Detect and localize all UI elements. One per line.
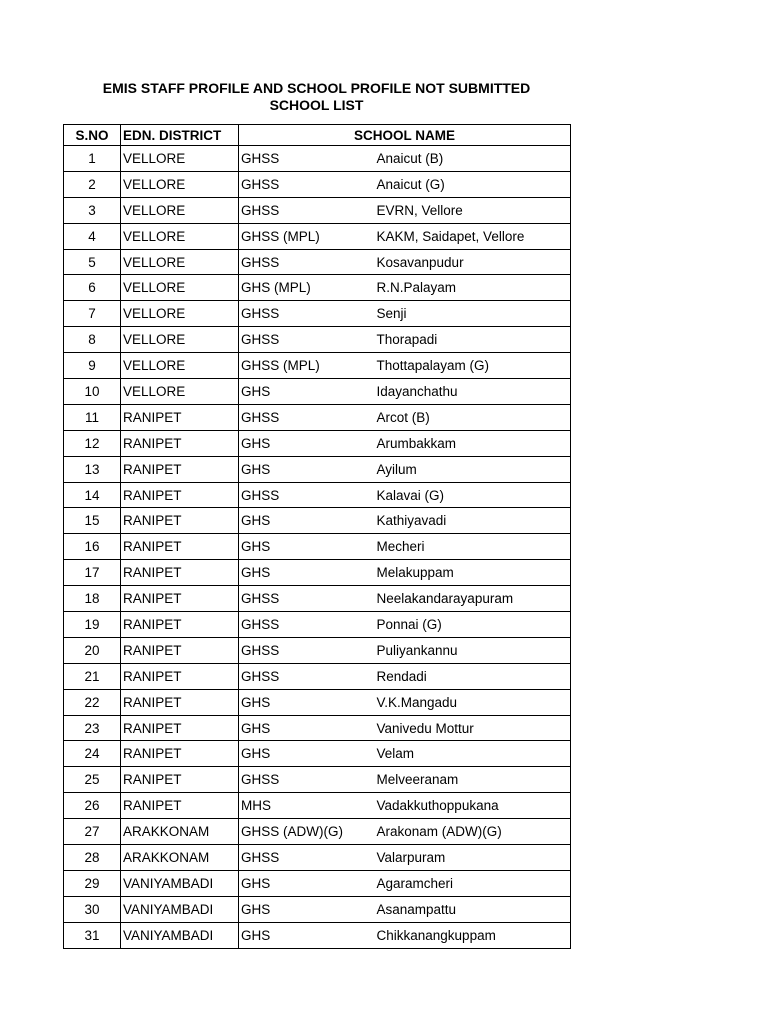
row-sno-cell: 12 — [64, 430, 121, 456]
table-row — [64, 637, 571, 663]
row-district-cell: VELLORE — [121, 223, 239, 249]
row-school-name-cell: Thottapalayam (G) — [375, 353, 571, 379]
row-school-name-cell: Agaramcheri — [375, 870, 571, 896]
row-school-name-cell: Vadakkuthoppukana — [375, 793, 571, 819]
table-row — [64, 715, 571, 741]
table-row — [64, 146, 571, 172]
document-title — [63, 80, 570, 114]
row-school-type-cell: GHS — [239, 715, 375, 741]
row-sno-cell: 9 — [64, 353, 121, 379]
row-school-type-cell: GHS — [239, 922, 375, 948]
row-sno-cell: 11 — [64, 404, 121, 430]
table-row — [64, 560, 571, 586]
row-district-cell: VANIYAMBADI — [121, 870, 239, 896]
row-sno-cell: 19 — [64, 612, 121, 638]
table-row — [64, 379, 571, 405]
row-school-type-cell: GHSS — [239, 327, 375, 353]
row-school-name-cell: Neelakandarayapuram — [375, 586, 571, 612]
table-row — [64, 586, 571, 612]
row-school-name-cell: V.K.Mangadu — [375, 689, 571, 715]
table-header-row — [64, 125, 571, 146]
table-row — [64, 327, 571, 353]
row-district-cell: ARAKKONAM — [121, 845, 239, 871]
row-school-type-cell: GHSS — [239, 637, 375, 663]
row-district-cell: RANIPET — [121, 793, 239, 819]
school-list-table — [63, 124, 571, 949]
row-school-type-cell: GHS — [239, 689, 375, 715]
row-school-name-cell: Puliyankannu — [375, 637, 571, 663]
row-school-type-cell: GHS (MPL) — [239, 275, 375, 301]
row-school-type-cell: GHS — [239, 430, 375, 456]
row-district-cell: RANIPET — [121, 456, 239, 482]
row-district-cell: RANIPET — [121, 663, 239, 689]
row-sno-cell: 22 — [64, 689, 121, 715]
row-sno-cell: 14 — [64, 482, 121, 508]
row-school-type-cell: GHSS (MPL) — [239, 223, 375, 249]
row-school-type-cell: GHSS — [239, 301, 375, 327]
table-row — [64, 922, 571, 948]
row-sno-cell: 2 — [64, 171, 121, 197]
row-school-type-cell: GHS — [239, 870, 375, 896]
table-row — [64, 482, 571, 508]
row-sno-cell: 6 — [64, 275, 121, 301]
header-sno: S.NO — [64, 125, 121, 146]
row-school-name-cell: Arumbakkam — [375, 430, 571, 456]
table-row — [64, 534, 571, 560]
table-row — [64, 845, 571, 871]
row-school-type-cell: GHSS — [239, 767, 375, 793]
row-school-type-cell: GHSS — [239, 404, 375, 430]
row-school-name-cell: Arakonam (ADW)(G) — [375, 819, 571, 845]
row-sno-cell: 4 — [64, 223, 121, 249]
row-district-cell: VELLORE — [121, 197, 239, 223]
row-district-cell: VELLORE — [121, 249, 239, 275]
row-district-cell: RANIPET — [121, 715, 239, 741]
row-school-name-cell: Anaicut (G) — [375, 171, 571, 197]
row-district-cell: RANIPET — [121, 689, 239, 715]
row-district-cell: VELLORE — [121, 379, 239, 405]
table-row — [64, 275, 571, 301]
row-sno-cell: 25 — [64, 767, 121, 793]
row-sno-cell: 8 — [64, 327, 121, 353]
row-school-type-cell: GHSS — [239, 146, 375, 172]
row-school-name-cell: Ayilum — [375, 456, 571, 482]
row-school-name-cell: Chikkanangkuppam — [375, 922, 571, 948]
table-row — [64, 404, 571, 430]
row-school-type-cell: GHSS — [239, 197, 375, 223]
row-sno-cell: 16 — [64, 534, 121, 560]
row-district-cell: RANIPET — [121, 741, 239, 767]
table-row — [64, 870, 571, 896]
row-school-type-cell: GHSS — [239, 845, 375, 871]
row-school-type-cell: GHSS — [239, 612, 375, 638]
row-school-type-cell: GHSS (MPL) — [239, 353, 375, 379]
table-body — [64, 146, 571, 949]
row-district-cell: RANIPET — [121, 560, 239, 586]
row-school-name-cell: Rendadi — [375, 663, 571, 689]
row-school-type-cell: GHSS (ADW)(G) — [239, 819, 375, 845]
row-district-cell: RANIPET — [121, 612, 239, 638]
table-row — [64, 171, 571, 197]
row-sno-cell: 30 — [64, 896, 121, 922]
row-school-name-cell: Kalavai (G) — [375, 482, 571, 508]
row-sno-cell: 18 — [64, 586, 121, 612]
row-sno-cell: 17 — [64, 560, 121, 586]
header-school-name: SCHOOL NAME — [239, 125, 571, 146]
row-school-name-cell: Vanivedu Mottur — [375, 715, 571, 741]
row-school-type-cell: GHS — [239, 508, 375, 534]
table-row — [64, 741, 571, 767]
table-row — [64, 508, 571, 534]
row-school-type-cell: GHSS — [239, 663, 375, 689]
row-sno-cell: 15 — [64, 508, 121, 534]
row-school-name-cell: Anaicut (B) — [375, 146, 571, 172]
row-district-cell: VELLORE — [121, 353, 239, 379]
row-sno-cell: 5 — [64, 249, 121, 275]
table-row — [64, 223, 571, 249]
row-district-cell: VELLORE — [121, 327, 239, 353]
row-district-cell: RANIPET — [121, 430, 239, 456]
table-row — [64, 793, 571, 819]
row-sno-cell: 13 — [64, 456, 121, 482]
row-district-cell: VANIYAMBADI — [121, 922, 239, 948]
row-district-cell: VELLORE — [121, 171, 239, 197]
row-school-type-cell: GHS — [239, 379, 375, 405]
row-sno-cell: 20 — [64, 637, 121, 663]
row-district-cell: VELLORE — [121, 275, 239, 301]
row-district-cell: RANIPET — [121, 482, 239, 508]
row-sno-cell: 27 — [64, 819, 121, 845]
title-line-1: EMIS STAFF PROFILE AND SCHOOL PROFILE NOT SUBMITTED — [102, 80, 531, 96]
row-sno-cell: 3 — [64, 197, 121, 223]
table-row — [64, 430, 571, 456]
row-sno-cell: 1 — [64, 146, 121, 172]
row-sno-cell: 28 — [64, 845, 121, 871]
row-district-cell: VELLORE — [121, 146, 239, 172]
row-district-cell: VANIYAMBADI — [121, 896, 239, 922]
row-school-name-cell: Asanampattu — [375, 896, 571, 922]
title-line-2: SCHOOL LIST — [269, 97, 364, 113]
row-school-type-cell: GHSS — [239, 586, 375, 612]
row-district-cell: RANIPET — [121, 637, 239, 663]
row-school-name-cell: Ponnai (G) — [375, 612, 571, 638]
table-row — [64, 249, 571, 275]
row-school-type-cell: GHSS — [239, 249, 375, 275]
row-sno-cell: 24 — [64, 741, 121, 767]
table-row — [64, 353, 571, 379]
row-sno-cell: 7 — [64, 301, 121, 327]
row-school-type-cell: GHS — [239, 456, 375, 482]
row-sno-cell: 23 — [64, 715, 121, 741]
row-school-name-cell: Idayanchathu — [375, 379, 571, 405]
row-school-name-cell: Kathiyavadi — [375, 508, 571, 534]
row-district-cell: RANIPET — [121, 534, 239, 560]
row-sno-cell: 10 — [64, 379, 121, 405]
row-sno-cell: 29 — [64, 870, 121, 896]
row-school-type-cell: GHSS — [239, 482, 375, 508]
row-school-name-cell: Melveeranam — [375, 767, 571, 793]
row-school-name-cell: Mecheri — [375, 534, 571, 560]
row-school-name-cell: R.N.Palayam — [375, 275, 571, 301]
row-district-cell: RANIPET — [121, 586, 239, 612]
row-school-name-cell: Velam — [375, 741, 571, 767]
row-school-name-cell: Thorapadi — [375, 327, 571, 353]
table-row — [64, 689, 571, 715]
table-row — [64, 301, 571, 327]
row-district-cell: RANIPET — [121, 508, 239, 534]
row-district-cell: RANIPET — [121, 767, 239, 793]
row-school-name-cell: Senji — [375, 301, 571, 327]
row-school-type-cell: GHS — [239, 741, 375, 767]
row-sno-cell: 21 — [64, 663, 121, 689]
row-school-name-cell: KAKM, Saidapet, Vellore — [375, 223, 571, 249]
row-sno-cell: 31 — [64, 922, 121, 948]
row-district-cell: VELLORE — [121, 301, 239, 327]
row-school-type-cell: GHS — [239, 534, 375, 560]
table-row — [64, 767, 571, 793]
row-school-name-cell: Valarpuram — [375, 845, 571, 871]
table-row — [64, 896, 571, 922]
row-school-name-cell: Melakuppam — [375, 560, 571, 586]
row-school-type-cell: MHS — [239, 793, 375, 819]
row-school-name-cell: EVRN, Vellore — [375, 197, 571, 223]
table-row — [64, 819, 571, 845]
row-sno-cell: 26 — [64, 793, 121, 819]
table-row — [64, 197, 571, 223]
row-school-type-cell: GHS — [239, 560, 375, 586]
table-row — [64, 612, 571, 638]
row-school-type-cell: GHSS — [239, 171, 375, 197]
table-row — [64, 663, 571, 689]
table-row — [64, 456, 571, 482]
row-school-type-cell: GHS — [239, 896, 375, 922]
row-school-name-cell: Arcot (B) — [375, 404, 571, 430]
row-district-cell: RANIPET — [121, 404, 239, 430]
row-school-name-cell: Kosavanpudur — [375, 249, 571, 275]
row-district-cell: ARAKKONAM — [121, 819, 239, 845]
header-edn-district: EDN. DISTRICT — [121, 125, 239, 146]
